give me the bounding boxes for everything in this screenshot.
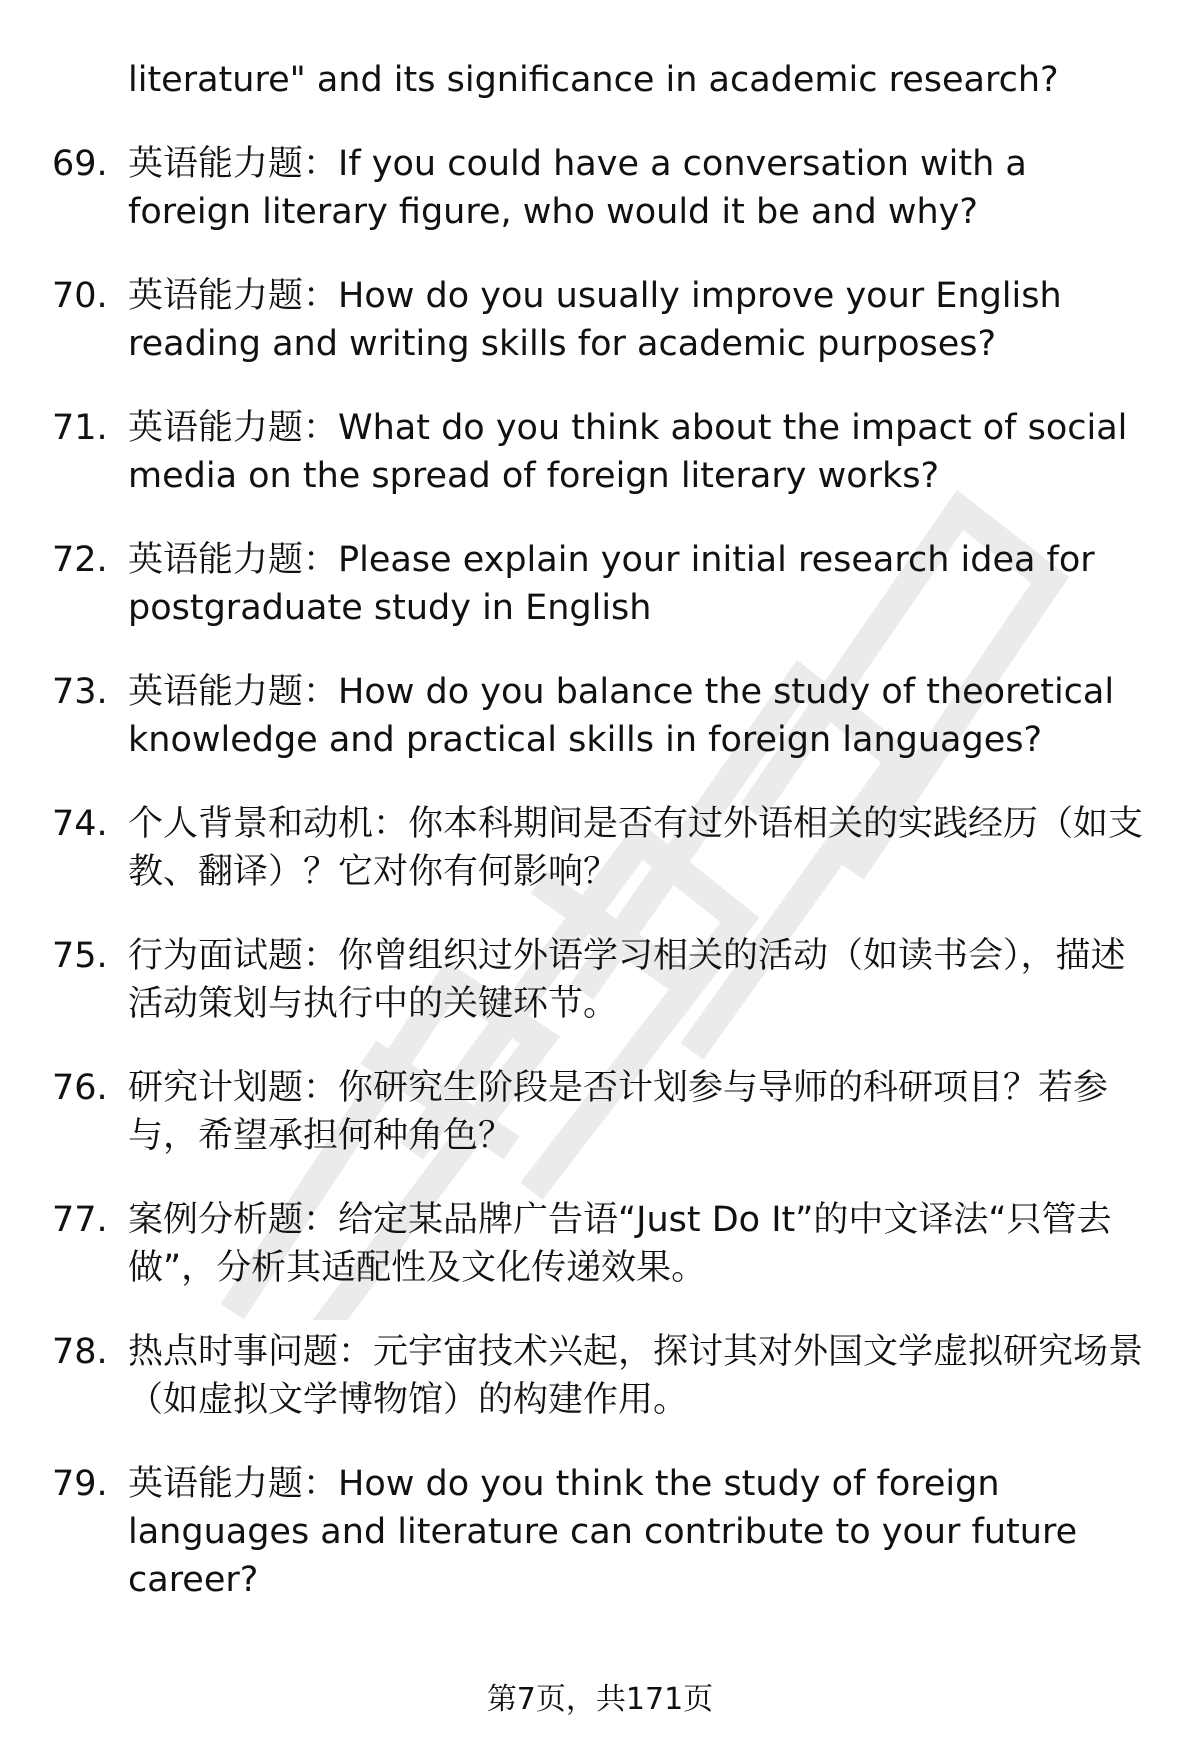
question-number: 71. <box>52 408 108 448</box>
question-text: 英语能力题：If you could have a conversation with a foreign literary figure, who would it be and why? <box>128 144 1027 232</box>
question-number: 76. <box>52 1068 108 1108</box>
question-text: 英语能力题：How do you think the study of foreign languages and literature can contribute to your future career? <box>128 1464 1078 1600</box>
question-number: 69. <box>52 144 108 184</box>
question-text: 英语能力题：What do you think about the impact of social media on the spread of foreign literary works? <box>128 408 1128 496</box>
question-number: 79. <box>52 1464 108 1504</box>
question-number: 77. <box>52 1200 108 1240</box>
question-item <box>0 932 1200 1028</box>
question-number: 78. <box>52 1332 108 1372</box>
question-number: 75. <box>52 936 108 976</box>
page-footer: 第7页，共171页 <box>486 1682 714 1717</box>
question-list <box>0 140 1200 1640</box>
question-item <box>0 404 1200 500</box>
question-text: 行为面试题：你曾组织过外语学习相关的活动（如读书会），描述活动策划与执行中的关键环节。 <box>128 936 1126 1024</box>
question-text: 热点时事问题：元宇宙技术兴起，探讨其对外国文学虚拟研究场景（如虚拟文学博物馆）的构建作用。 <box>128 1332 1144 1420</box>
question-item <box>0 800 1200 896</box>
question-number: 70. <box>52 276 108 316</box>
question-item <box>0 1064 1200 1160</box>
question-number: 74. <box>52 804 108 844</box>
continuation-text: literature" and its significance in academic research? <box>128 60 1059 100</box>
question-text: 英语能力题：How do you usually improve your English reading and writing skills for academic purposes? <box>128 276 1062 364</box>
question-text: 英语能力题：How do you balance the study of theoretical knowledge and practical skills in foreign languages? <box>128 672 1115 760</box>
question-text: 个人背景和动机：你本科期间是否有过外语相关的实践经历（如支教、翻译）？它对你有何影响？ <box>128 804 1144 892</box>
question-item <box>0 668 1200 764</box>
question-text: 研究计划题：你研究生阶段是否计划参与导师的科研项目？若参与，希望承担何种角色？ <box>128 1068 1109 1156</box>
question-item <box>0 1196 1200 1292</box>
question-text: 英语能力题：Please explain your initial research idea for postgraduate study in English <box>128 540 1095 628</box>
question-number: 72. <box>52 540 108 580</box>
question-item <box>0 1328 1200 1424</box>
question-item <box>0 1460 1200 1604</box>
question-item <box>0 140 1200 236</box>
question-item <box>0 536 1200 632</box>
question-number: 73. <box>52 672 108 712</box>
question-text: 案例分析题：给定某品牌广告语“Just Do It”的中文译法“只管去做”，分析其适配性及文化传递效果。 <box>128 1200 1112 1288</box>
question-item <box>0 272 1200 368</box>
